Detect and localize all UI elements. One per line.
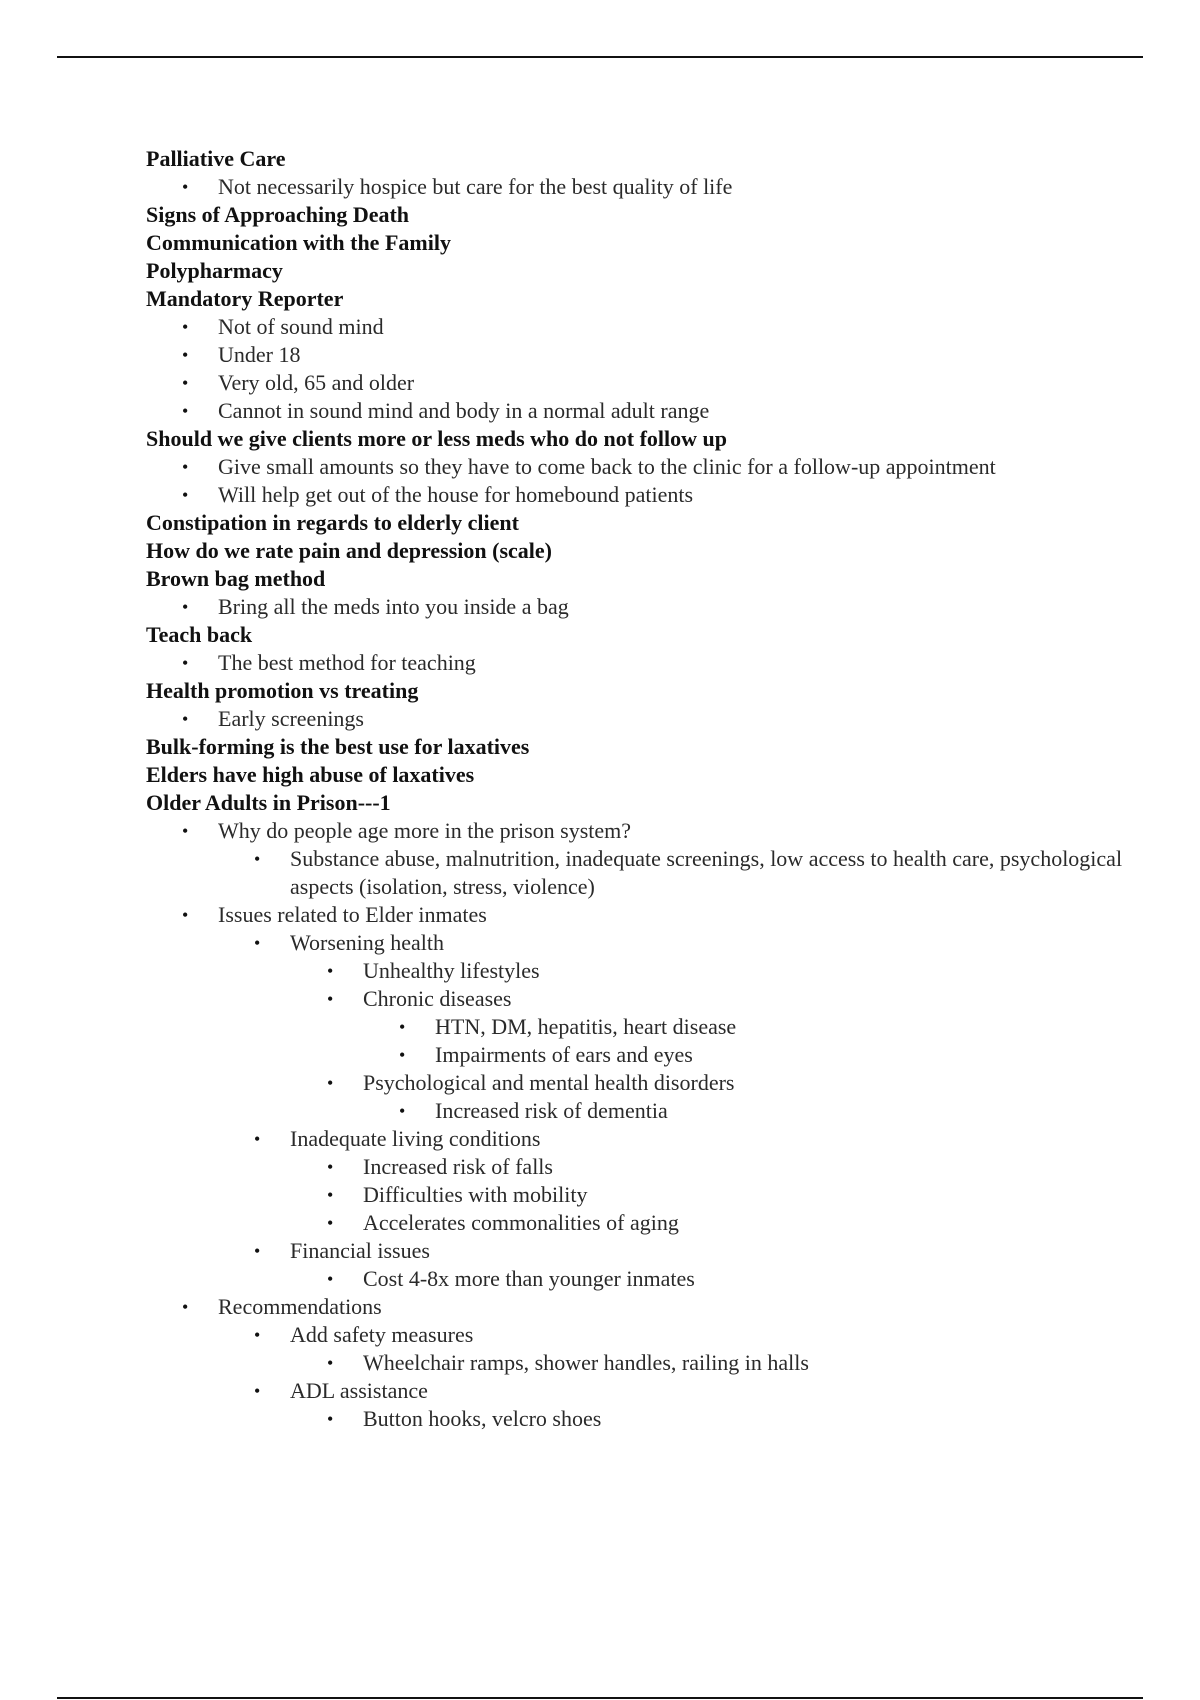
bullet-icon: • (182, 401, 189, 421)
list-item (146, 1321, 1146, 1349)
list-item-text: The best method for teaching (218, 650, 476, 675)
bullet-icon: • (254, 1129, 261, 1149)
list-item (146, 1209, 1146, 1237)
list-item-text: Why do people age more in the prison system? (218, 818, 632, 843)
list-item (146, 1181, 1146, 1209)
bullet-icon: • (182, 345, 189, 365)
list-item (146, 957, 1146, 985)
section-heading: Constipation in regards to elderly client (146, 510, 519, 535)
bullet-icon: • (327, 1185, 334, 1205)
list-item-text: Worsening health (290, 930, 445, 955)
list-item (146, 1265, 1146, 1293)
bullet-icon: • (182, 709, 189, 729)
list-item-text: Not necessarily hospice but care for the best quality of life (218, 174, 733, 199)
list-item-text: Add safety measures (290, 1322, 474, 1347)
list-item (146, 593, 1146, 621)
list-item (146, 817, 1146, 845)
list-item-text: Financial issues (290, 1238, 430, 1263)
list-item-text: Increased risk of falls (363, 1154, 553, 1179)
section-heading: Bulk-forming is the best use for laxatives (146, 734, 530, 759)
list-item (146, 649, 1146, 677)
bullet-icon: • (182, 821, 189, 841)
list-item (146, 985, 1146, 1013)
list-item (146, 1097, 1146, 1125)
bullet-icon: • (182, 177, 189, 197)
section-heading: Polypharmacy (146, 258, 283, 283)
bullet-icon: • (327, 1213, 334, 1233)
list-item-text: Wheelchair ramps, shower handles, railing in halls (363, 1350, 809, 1375)
list-item (146, 1013, 1146, 1041)
section-heading: Health promotion vs treating (146, 678, 419, 703)
list-item (146, 1405, 1146, 1433)
list-item (146, 1237, 1146, 1265)
section-heading: How do we rate pain and depression (scale) (146, 538, 552, 563)
bullet-icon: • (182, 597, 189, 617)
section-heading: Palliative Care (146, 146, 286, 171)
list-item-text: HTN, DM, hepatitis, heart disease (435, 1014, 737, 1039)
list-item (146, 1293, 1146, 1321)
section-heading: Signs of Approaching Death (146, 202, 410, 227)
bullet-icon: • (182, 653, 189, 673)
bullet-icon: • (327, 1409, 334, 1429)
section-heading: Older Adults in Prison---1 (146, 790, 391, 815)
bullet-icon: • (182, 317, 189, 337)
list-item-text: Accelerates commonalities of aging (363, 1210, 679, 1235)
list-item (146, 1153, 1146, 1181)
bullet-icon: • (182, 457, 189, 477)
list-item (146, 173, 1146, 201)
list-item-text: Will help get out of the house for homebound patients (218, 482, 694, 507)
list-item-text: Issues related to Elder inmates (218, 902, 487, 927)
list-item (146, 1377, 1146, 1405)
bullet-icon: • (399, 1045, 406, 1065)
list-item-text: Impairments of ears and eyes (435, 1042, 693, 1067)
bottom-rule (57, 1697, 1143, 1699)
list-item-text: Recommendations (218, 1294, 382, 1319)
section-heading: Should we give clients more or less meds who do not follow up (146, 426, 728, 451)
top-rule (57, 56, 1143, 58)
list-item-text: Not of sound mind (218, 314, 384, 339)
list-item (146, 369, 1146, 397)
list-item-text: Button hooks, velcro shoes (363, 1406, 602, 1431)
list-item (146, 341, 1146, 369)
bullet-icon: • (399, 1017, 406, 1037)
list-item-text: Substance abuse, malnutrition, inadequate screenings, low access to health care, psychological aspects (isolation, stress, violence) (290, 846, 1123, 899)
bullet-icon: • (182, 373, 189, 393)
list-item-text: ADL assistance (290, 1378, 428, 1403)
list-item (146, 453, 1146, 481)
list-item-text: Very old, 65 and older (218, 370, 415, 395)
section-heading: Teach back (146, 622, 253, 647)
bullet-icon: • (254, 933, 261, 953)
list-item (146, 1349, 1146, 1377)
bullet-icon: • (327, 1073, 334, 1093)
section-heading: Brown bag method (146, 566, 326, 591)
list-item-text: Bring all the meds into you inside a bag (218, 594, 569, 619)
bullet-icon: • (327, 989, 334, 1009)
bullet-icon: • (254, 1381, 261, 1401)
list-item-text: Give small amounts so they have to come back to the clinic for a follow-up appointment (218, 454, 996, 479)
bullet-icon: • (327, 1269, 334, 1289)
bullet-icon: • (182, 1297, 189, 1317)
list-item-text: Under 18 (218, 342, 301, 367)
list-item (146, 929, 1146, 957)
list-item-text: Early screenings (218, 706, 364, 731)
list-item-text: Unhealthy lifestyles (363, 958, 540, 983)
bullet-icon: • (327, 1157, 334, 1177)
list-item (146, 397, 1146, 425)
bullet-icon: • (327, 1353, 334, 1373)
bullet-icon: • (327, 961, 334, 981)
list-item-text: Cost 4-8x more than younger inmates (363, 1266, 695, 1291)
list-item (146, 481, 1146, 509)
list-item-text: Inadequate living conditions (290, 1126, 541, 1151)
list-item (146, 1041, 1146, 1069)
document-body (146, 145, 1146, 1433)
section-heading: Communication with the Family (146, 230, 451, 255)
bullet-icon: • (182, 485, 189, 505)
list-item (146, 1125, 1146, 1153)
list-item (146, 901, 1146, 929)
bullet-icon: • (182, 905, 189, 925)
section-heading: Elders have high abuse of laxatives (146, 762, 475, 787)
list-item-text: Increased risk of dementia (435, 1098, 668, 1123)
list-item (146, 845, 1146, 901)
list-item (146, 705, 1146, 733)
list-item-text: Cannot in sound mind and body in a normal adult range (218, 398, 710, 423)
list-item (146, 313, 1146, 341)
bullet-icon: • (399, 1101, 406, 1121)
list-item-text: Difficulties with mobility (363, 1182, 588, 1207)
bullet-icon: • (254, 1325, 261, 1345)
bullet-icon: • (254, 849, 261, 869)
bullet-icon: • (254, 1241, 261, 1261)
list-item (146, 1069, 1146, 1097)
list-item-text: Chronic diseases (363, 986, 512, 1011)
list-item-text: Psychological and mental health disorders (363, 1070, 735, 1095)
section-heading: Mandatory Reporter (146, 286, 344, 311)
